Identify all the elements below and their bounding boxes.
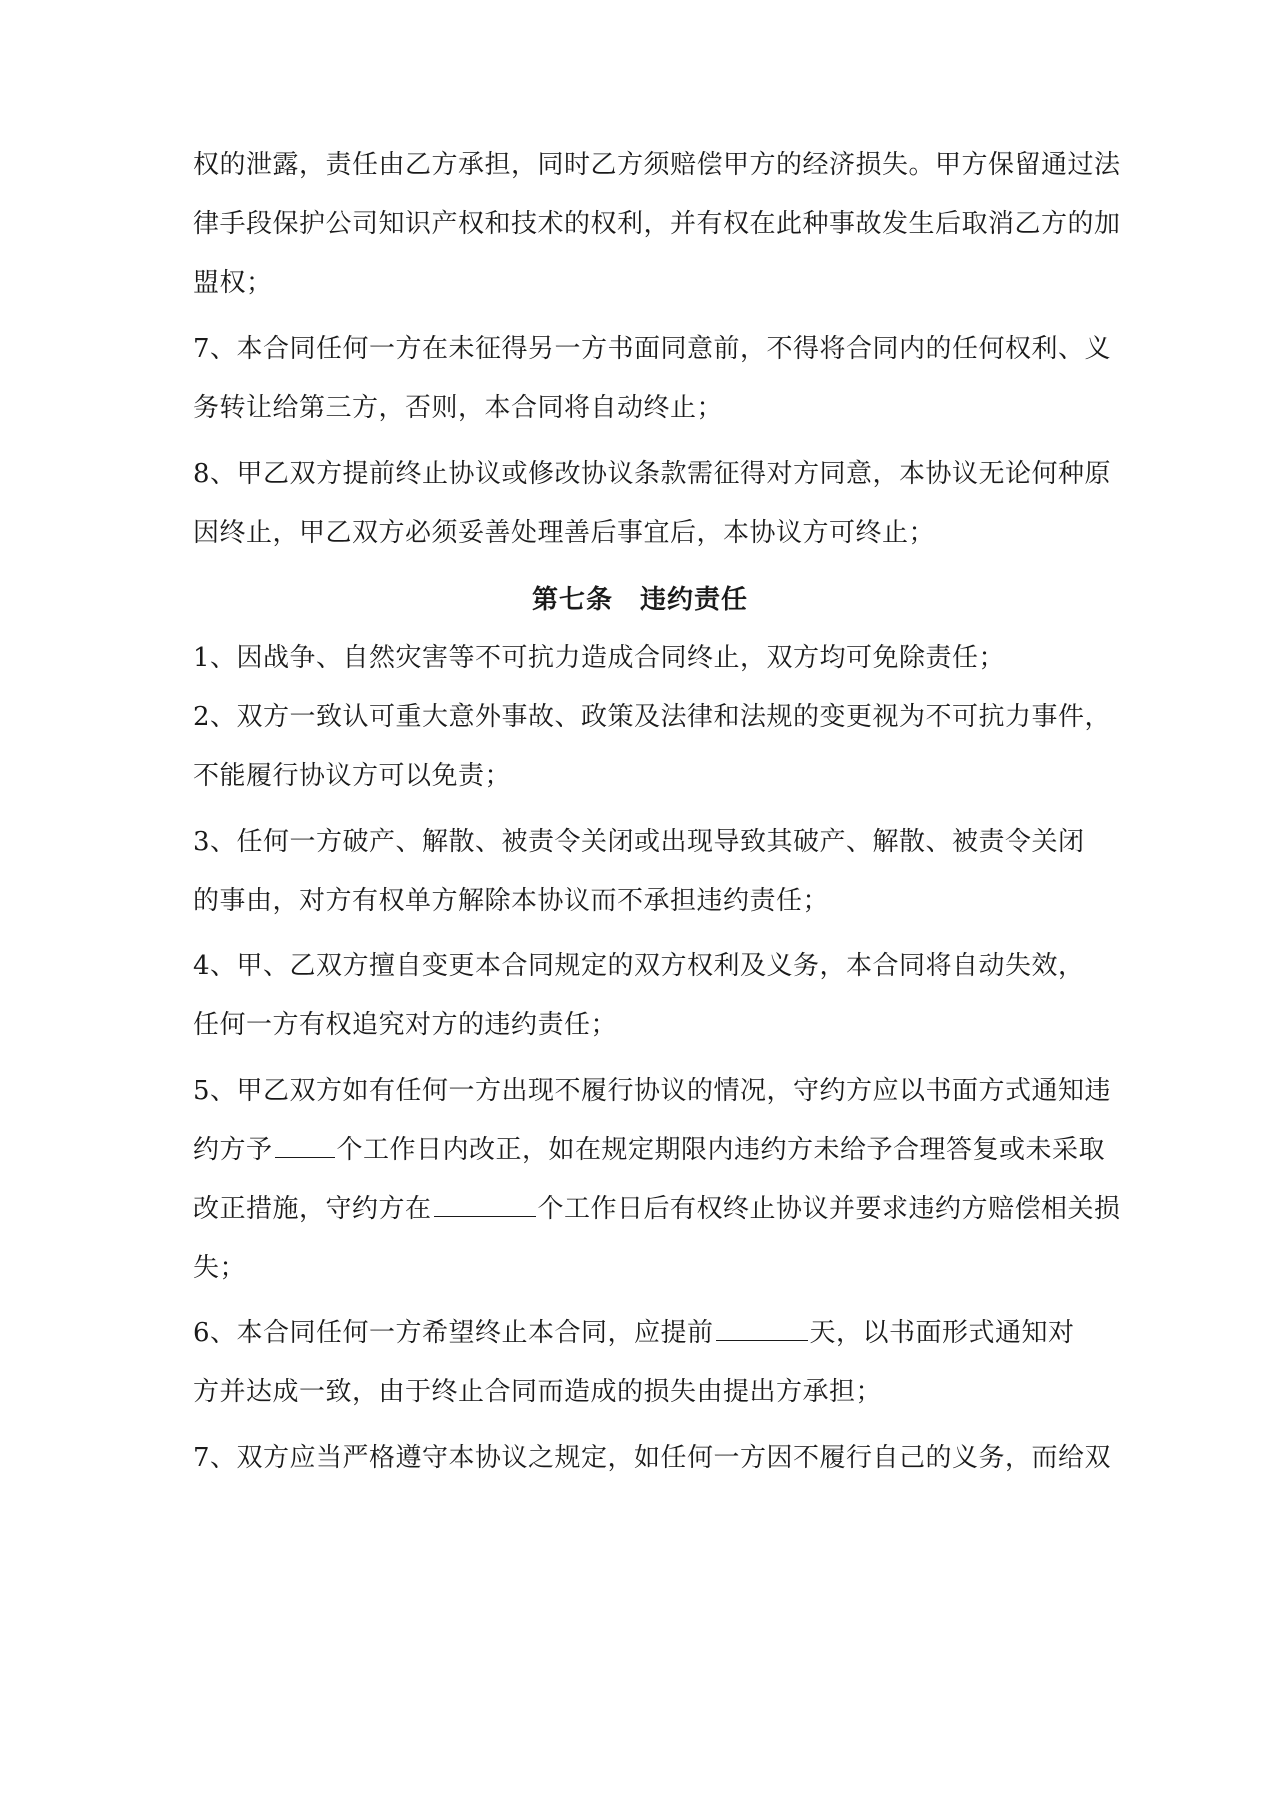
list-item-line: 7、双方应当严格遵守本协议之规定，如任何一方因不履行自己的义务，而给双 xyxy=(193,1443,1112,1473)
text-segment: 约方予 xyxy=(193,1135,273,1165)
article-heading: 第七条 违约责任 xyxy=(531,585,748,615)
fill-in-blank-days[interactable] xyxy=(716,1314,808,1341)
fill-in-blank-workdays[interactable] xyxy=(434,1190,536,1217)
list-item-line xyxy=(193,1130,1106,1170)
list-item-line: 失； xyxy=(193,1253,247,1283)
paragraph-line: 务转让给第三方，否则，本合同将自动终止； xyxy=(193,393,724,423)
list-item-line: 任何一方有权追究对方的违约责任； xyxy=(193,1010,618,1040)
list-item-line: 5、甲乙双方如有任何一方出现不履行协议的情况，守约方应以书面方式通知违 xyxy=(193,1076,1112,1106)
list-item-line: 的事由，对方有权单方解除本协议而不承担违约责任； xyxy=(193,886,830,916)
text-segment: 天，以书面形式通知对 xyxy=(809,1318,1075,1348)
paragraph-line: 8、甲乙双方提前终止协议或修改协议条款需征得对方同意，本协议无论何种原 xyxy=(193,459,1112,489)
list-item-line xyxy=(193,1313,1093,1353)
text-segment: 个工作日内改正，如在规定期限内违约方未给予合理答复或未采取 xyxy=(336,1135,1106,1165)
text-segment: 6、本合同任何一方希望终止本合同，应提前 xyxy=(193,1318,714,1348)
text-segment: 个工作日后有权终止协议并要求违约方赔偿相关损 xyxy=(537,1194,1121,1224)
list-item-line: 不能履行协议方可以免责； xyxy=(193,761,512,791)
list-item-line xyxy=(193,1189,1121,1229)
text-segment: 改正措施，守约方在 xyxy=(193,1194,432,1224)
list-item-line: 4、甲、乙双方擅自变更本合同规定的双方权利及义务，本合同将自动失效， xyxy=(193,951,1085,981)
paragraph-line: 权的泄露，责任由乙方承担，同时乙方须赔偿甲方的经济损失。甲方保留通过法 xyxy=(193,150,1121,180)
list-item-line: 2、双方一致认可重大意外事故、政策及法律和法规的变更视为不可抗力事件， xyxy=(193,702,1112,732)
list-item-line: 方并达成一致，由于终止合同而造成的损失由提出方承担； xyxy=(193,1377,883,1407)
paragraph-line: 律手段保护公司知识产权和技术的权利，并有权在此种事故发生后取消乙方的加 xyxy=(193,209,1121,239)
fill-in-blank-workdays[interactable] xyxy=(275,1131,335,1158)
paragraph-line: 盟权； xyxy=(193,268,273,298)
paragraph-line: 7、本合同任何一方在未征得另一方书面同意前，不得将合同内的任何权利、义 xyxy=(193,334,1112,364)
paragraph-line: 因终止，甲乙双方必须妥善处理善后事宜后，本协议方可终止； xyxy=(193,518,936,548)
list-item-line: 1、因战争、自然灾害等不可抗力造成合同终止，双方均可免除责任； xyxy=(193,643,1006,673)
list-item-line: 3、任何一方破产、解散、被责令关闭或出现导致其破产、解散、被责令关闭 xyxy=(193,827,1085,857)
